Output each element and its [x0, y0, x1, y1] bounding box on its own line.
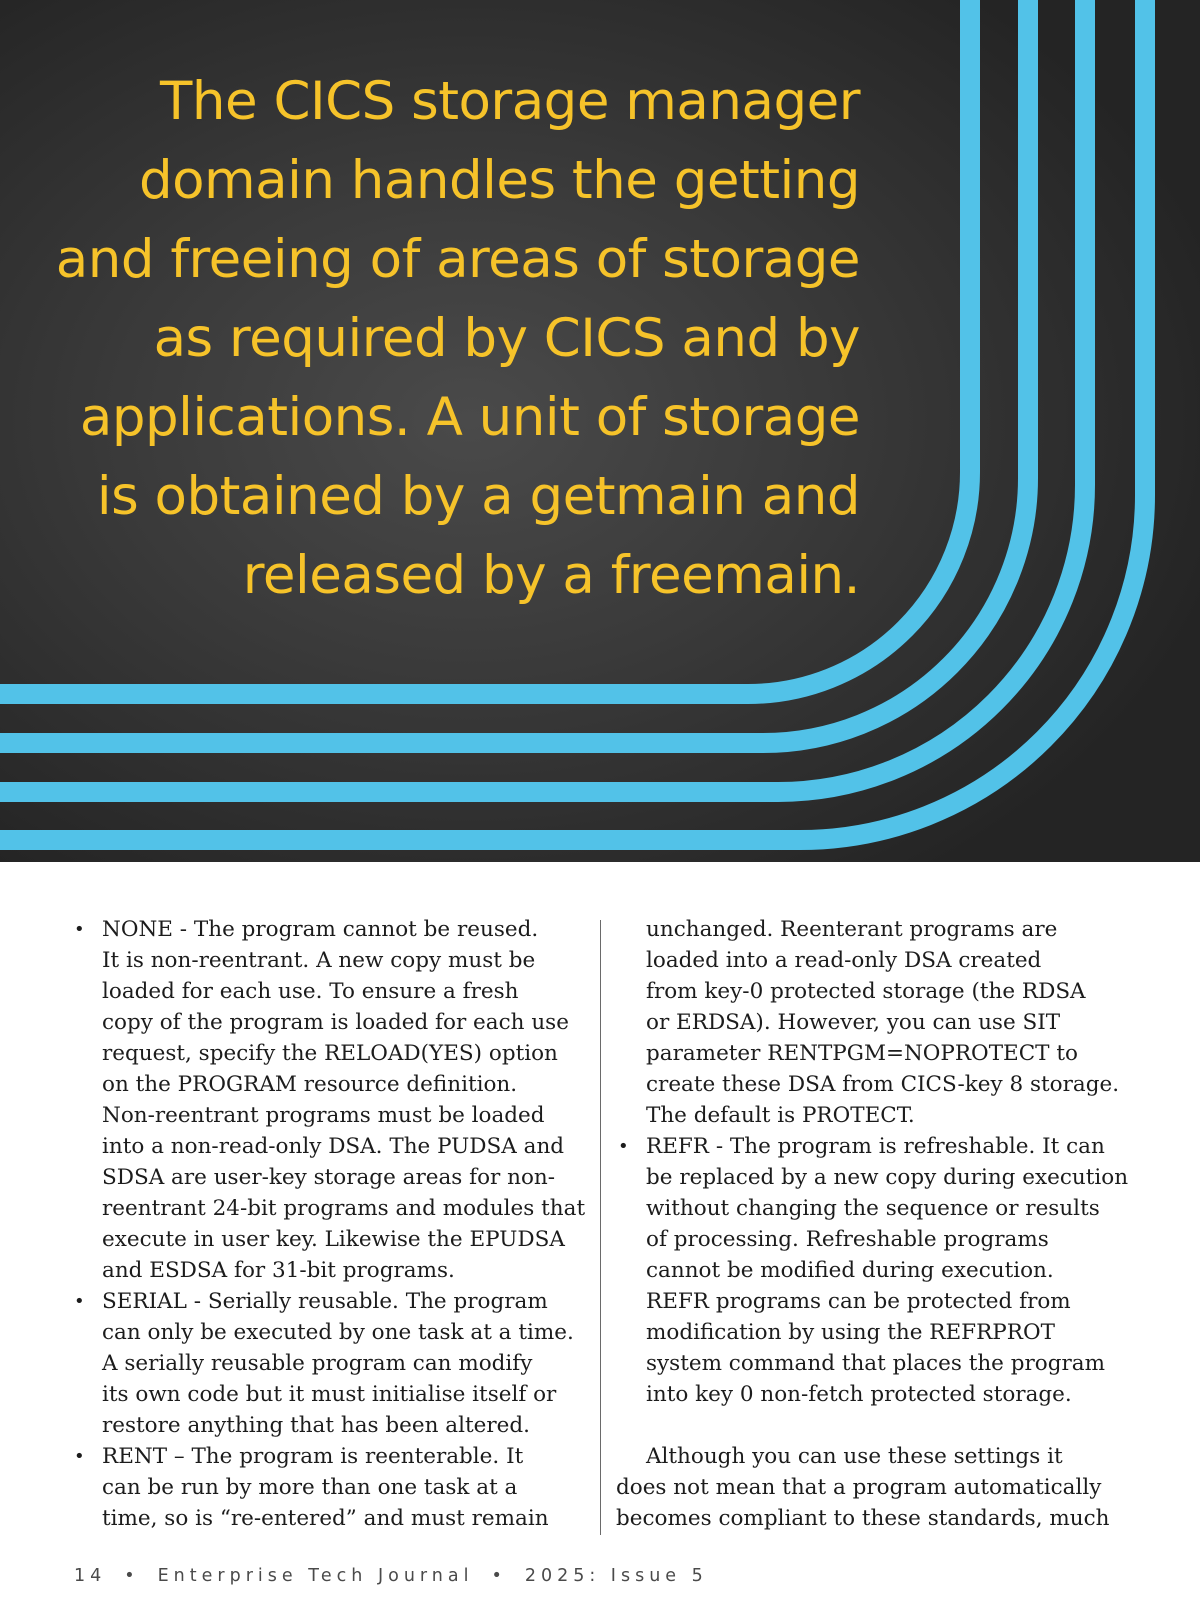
body-line: copy of the program is loaded for each use — [102, 1010, 569, 1035]
body-line: its own code but it must initialise itself or — [102, 1382, 557, 1407]
footer-separator: • — [491, 1566, 507, 1586]
list-item-rent-continued — [618, 914, 1138, 1131]
body-line: request, specify the RELOAD(YES) option — [102, 1041, 558, 1066]
body-line: SERIAL - Serially reusable. The program — [102, 1289, 548, 1314]
body-line: on the PROGRAM resource definition. — [102, 1072, 518, 1097]
body-line: unchanged. Reenterant programs are — [646, 917, 1058, 942]
body-line: parameter RENTPGM=NOPROTECT to — [646, 1041, 1078, 1066]
body-line: loaded for each use. To ensure a fresh — [102, 979, 519, 1004]
body-line: becomes compliant to these standards, much — [616, 1506, 1110, 1531]
list-item-serial — [74, 1286, 594, 1441]
pull-quote-line: is obtained by a getmain and — [96, 466, 860, 527]
body-line: cannot be modified during execution. — [646, 1258, 1054, 1283]
list-item-none — [74, 914, 594, 1286]
body-line: create these DSA from CICS-key 8 storage. — [646, 1072, 1120, 1097]
body-line: reentrant 24-bit programs and modules that — [102, 1196, 586, 1221]
publication-name: Enterprise Tech Journal — [157, 1566, 474, 1586]
body-line: system command that places the program — [646, 1351, 1105, 1376]
body-line: RENT – The program is reenterable. It — [102, 1444, 524, 1469]
body-line: be replaced by a new copy during execution — [646, 1165, 1129, 1190]
body-line: or ERDSA). However, you can use SIT — [646, 1010, 1061, 1035]
body-line: NONE - The program cannot be reused. — [102, 917, 539, 942]
body-line: does not mean that a program automatically — [616, 1475, 1102, 1500]
body-line: into a non-read-only DSA. The PUDSA and — [102, 1134, 565, 1159]
bullet-icon: • — [618, 1136, 629, 1157]
list-item-rent — [74, 1441, 594, 1534]
footer-separator: • — [124, 1566, 140, 1586]
body-line: REFR - The program is refreshable. It can — [646, 1134, 1105, 1159]
pull-quote — [40, 62, 860, 615]
body-line: restore anything that has been altered. — [102, 1413, 530, 1438]
body-line: A serially reusable program can modify — [102, 1351, 533, 1376]
pull-quote-line: The CICS storage manager — [160, 71, 860, 132]
body-line: SDSA are user-key storage areas for non- — [102, 1165, 556, 1190]
body-line: REFR programs can be protected from — [646, 1289, 1071, 1314]
body-line: can only be executed by one task at a time. — [102, 1320, 574, 1345]
body-line: Non-reentrant programs must be loaded — [102, 1103, 545, 1128]
issue-label: 2025: Issue 5 — [524, 1566, 708, 1586]
body-line: modification by using the REFRPROT — [646, 1320, 1055, 1345]
page-number: 14 — [74, 1566, 107, 1586]
pull-quote-line: domain handles the getting — [138, 150, 860, 211]
bullet-icon: • — [74, 1291, 85, 1312]
body-line: loaded into a read-only DSA created — [646, 948, 1042, 973]
body-paragraph — [618, 1441, 1138, 1534]
pull-quote-line: applications. A unit of storage — [79, 387, 860, 448]
body-line: without changing the sequence or results — [646, 1196, 1100, 1221]
right-column — [618, 914, 1138, 1534]
bullet-icon: • — [74, 1446, 85, 1467]
body-line: execute in user key. Likewise the EPUDSA — [102, 1227, 565, 1252]
body-line: time, so is “re-entered” and must remain — [102, 1506, 549, 1531]
pull-quote-line: released by a freemain. — [242, 545, 860, 606]
list-item-refr — [618, 1131, 1138, 1410]
left-column — [74, 914, 594, 1534]
body-line: The default is PROTECT. — [646, 1103, 915, 1128]
body-line: from key-0 protected storage (the RDSA — [646, 979, 1086, 1004]
pull-quote-line: as required by CICS and by — [153, 308, 860, 369]
pull-quote-line: and freeing of areas of storage — [55, 229, 860, 290]
body-line: and ESDSA for 31-bit programs. — [102, 1258, 455, 1283]
body-line: of processing. Refreshable programs — [646, 1227, 1049, 1252]
body-line: can be run by more than one task at a — [102, 1475, 518, 1500]
body-line: It is non-reentrant. A new copy must be — [102, 948, 536, 973]
column-divider — [600, 920, 601, 1535]
page-footer — [74, 1566, 708, 1586]
bullet-icon: • — [74, 919, 85, 940]
body-line: into key 0 non-fetch protected storage. — [646, 1382, 1072, 1407]
body-line: Although you can use these settings it — [646, 1444, 1063, 1469]
